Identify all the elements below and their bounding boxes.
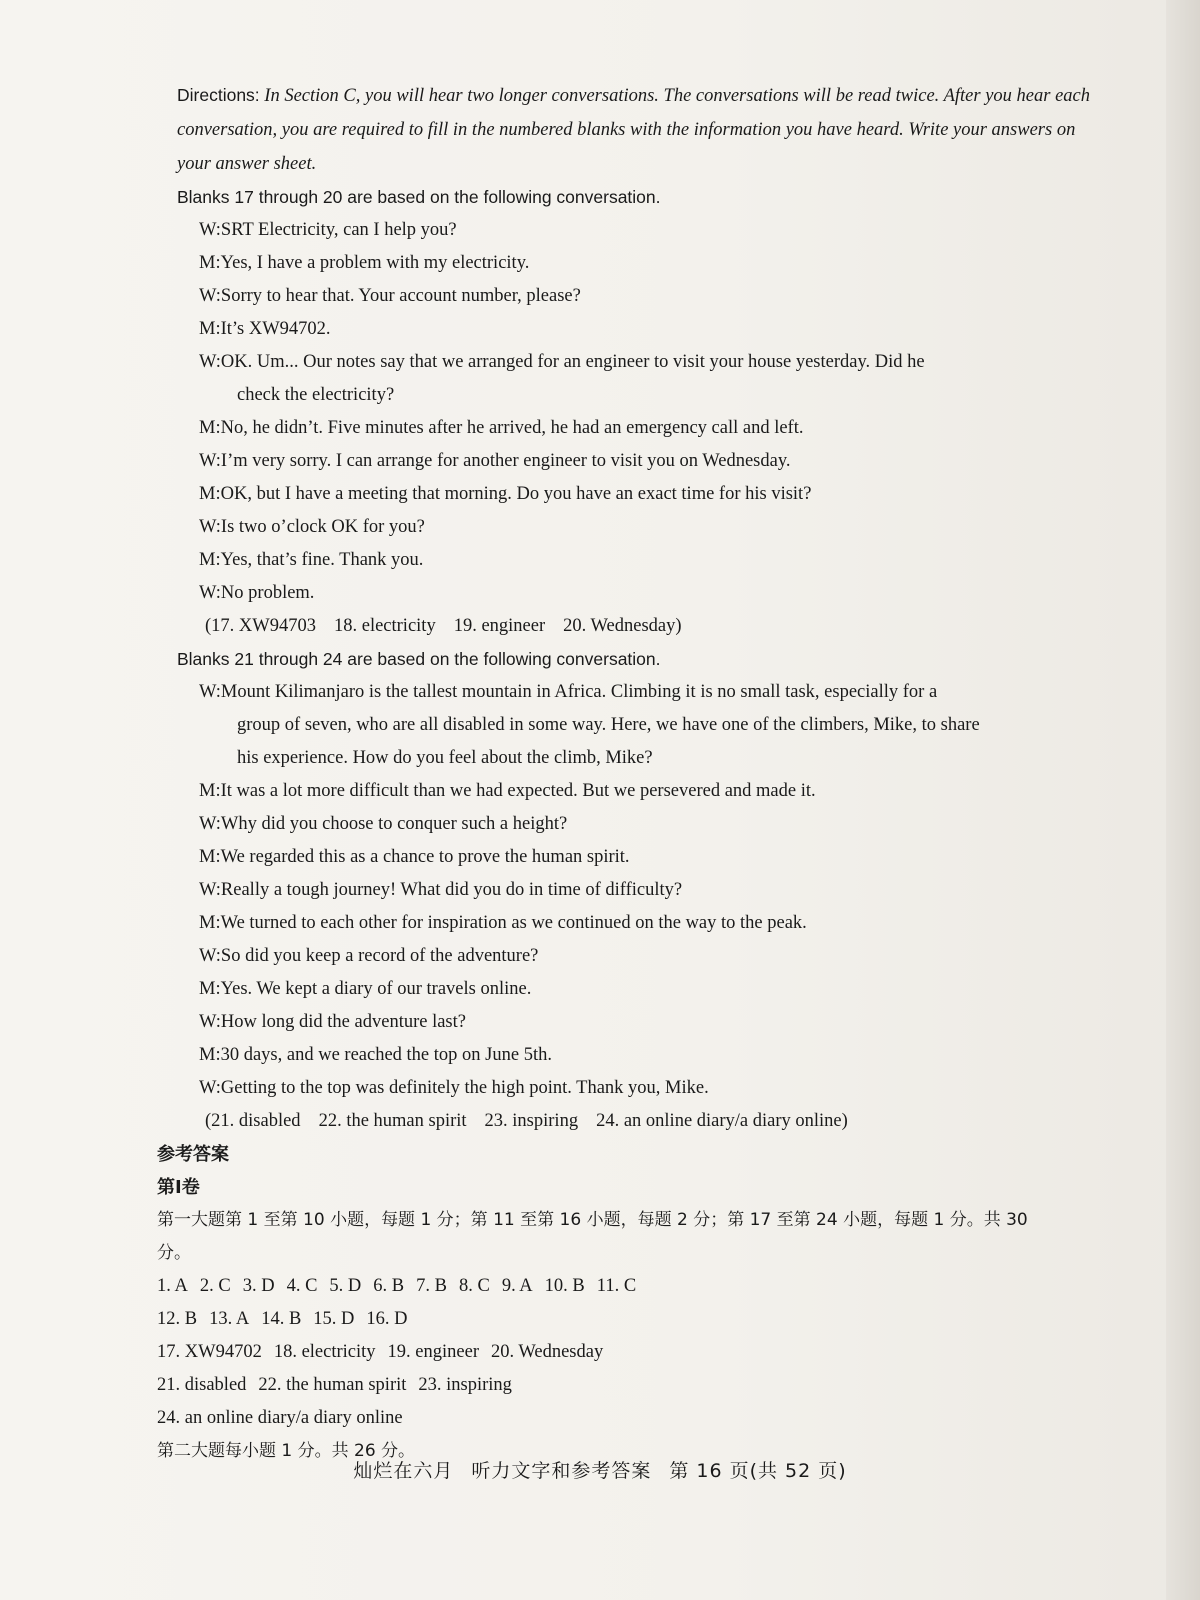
utterance: Yes. We kept a diary of our travels online. <box>220 979 532 999</box>
conv2-intro: Blanks 21 through 24 are based on the following conversation. <box>177 649 661 669</box>
conv2-line <box>177 940 1107 973</box>
utterance: We regarded this as a chance to prove the human spirit. <box>220 847 630 867</box>
answer-23: 23. inspiring <box>484 1111 579 1131</box>
footer-section: 听力文字和参考答案 <box>471 1460 652 1482</box>
speaker-label: W: <box>199 451 221 471</box>
speaker-label: W: <box>199 286 221 306</box>
key-answer: 10. B <box>544 1276 585 1296</box>
scoring-note-1-cont: 分。 <box>157 1243 191 1263</box>
conv2-line <box>177 808 1107 841</box>
utterance: So did you keep a record of the adventure? <box>220 946 539 966</box>
utterance: It’s XW94702. <box>220 319 331 339</box>
speaker-label: W: <box>199 946 221 966</box>
utterance: It was a lot more difficult than we had expected. But we persevered and made it. <box>220 781 816 801</box>
scoring-note-1: 第一大题第 1 至第 10 小题，每题 1 分；第 11 至第 16 小题，每题 2 分；第 17 至第 24 小题，每题 1 分。共 30 <box>157 1210 1028 1230</box>
answer-row-5 <box>157 1402 1107 1435</box>
utterance: Mount Kilimanjaro is the tallest mountain in Africa. Climbing it is no small task, especially for a <box>220 682 938 702</box>
conv1-line <box>177 346 1107 379</box>
key-answer: 5. D <box>329 1276 362 1296</box>
speaker-label: W: <box>199 352 221 372</box>
utterance: Why did you choose to conquer such a height? <box>220 814 568 834</box>
key-answer: 9. A <box>501 1276 533 1296</box>
utterance: Is two o’clock OK for you? <box>220 517 425 537</box>
conv2-line <box>177 775 1107 808</box>
speaker-label: W: <box>199 1012 221 1032</box>
speaker-label: M: <box>199 484 221 504</box>
answer-22: 22. the human spirit <box>318 1111 467 1131</box>
speaker-label: W: <box>199 682 221 702</box>
speaker-label: M: <box>199 847 221 867</box>
speaker-label: M: <box>199 253 221 273</box>
answer-row-4 <box>157 1369 1107 1402</box>
directions-label: Directions: <box>177 85 260 105</box>
answer-17: (17. XW94703 <box>205 616 316 636</box>
speaker-label: W: <box>199 814 221 834</box>
answer-20: 20. Wednesday) <box>563 616 682 636</box>
conv2-line <box>177 841 1107 874</box>
utterance: I’m very sorry. I can arrange for another engineer to visit you on Wednesday. <box>220 451 791 471</box>
utterance: How long did the adventure last? <box>220 1012 466 1032</box>
answer-row-3 <box>157 1336 1107 1369</box>
key-answer: 20. Wednesday <box>490 1342 604 1362</box>
utterance: Yes, that’s fine. Thank you. <box>220 550 424 570</box>
answer-21: (21. disabled <box>205 1111 301 1131</box>
utterance: Really a tough journey! What did you do in time of difficulty? <box>220 880 683 900</box>
conv1-answers <box>177 610 1107 643</box>
key-answer: 21. disabled <box>157 1375 247 1395</box>
key-answer: 11. C <box>596 1276 637 1296</box>
utterance: No, he didn’t. Five minutes after he arrived, he had an emergency call and left. <box>220 418 804 438</box>
conv1-line <box>177 544 1107 577</box>
speaker-label: W: <box>199 220 221 240</box>
answer-19: 19. engineer <box>453 616 546 636</box>
key-answer: 2. C <box>199 1276 231 1296</box>
key-answer: 22. the human spirit <box>258 1375 407 1395</box>
utterance: Getting to the top was definitely the high point. Thank you, Mike. <box>220 1078 709 1098</box>
speaker-label: M: <box>199 1045 221 1065</box>
page-edge-shadow <box>1166 0 1200 1600</box>
conv1-intro: Blanks 17 through 20 are based on the following conversation. <box>177 187 661 207</box>
answer-key-title: 参考答案 <box>157 1144 229 1165</box>
speaker-label: M: <box>199 979 221 999</box>
answer-24: 24. an online diary/a diary online) <box>596 1111 848 1131</box>
conv2-line-continuation: his experience. How do you feel about the climb, Mike? <box>237 748 653 768</box>
speaker-label: M: <box>199 418 221 438</box>
directions-paragraph <box>177 78 1107 181</box>
utterance: No problem. <box>220 583 315 603</box>
speaker-label: W: <box>199 880 221 900</box>
footer-page-number: 第 16 页(共 52 页) <box>669 1460 847 1482</box>
speaker-label: W: <box>199 517 221 537</box>
conv1-line <box>177 280 1107 313</box>
key-answer: 18. electricity <box>273 1342 376 1362</box>
utterance: We turned to each other for inspiration as we continued on the way to the peak. <box>220 913 807 933</box>
utterance: OK. Um... Our notes say that we arranged for an engineer to visit your house yesterday. Did he <box>220 352 925 372</box>
utterance: SRT Electricity, can I help you? <box>220 220 457 240</box>
conv2-line <box>177 676 1107 709</box>
key-answer: 16. D <box>366 1309 408 1329</box>
key-answer: 24. an online diary/a diary online <box>157 1408 403 1428</box>
conv1-line <box>177 445 1107 478</box>
conv2-line <box>177 907 1107 940</box>
key-answer: 14. B <box>261 1309 302 1329</box>
conv2-answers <box>177 1105 1107 1138</box>
conv2-line <box>177 1006 1107 1039</box>
conv2-line-continuation: group of seven, who are all disabled in some way. Here, we have one of the climbers, Mike, to share <box>237 715 980 735</box>
page-footer <box>0 1456 1200 1483</box>
key-answer: 1. A <box>157 1276 188 1296</box>
speaker-label: W: <box>199 583 221 603</box>
speaker-label: M: <box>199 550 221 570</box>
speaker-label: M: <box>199 913 221 933</box>
answer-row-2 <box>157 1303 1107 1336</box>
speaker-label: W: <box>199 1078 221 1098</box>
answer-row-1 <box>157 1270 1107 1303</box>
page-content <box>157 78 1107 1468</box>
key-answer: 4. C <box>286 1276 318 1296</box>
speaker-label: M: <box>199 781 221 801</box>
answer-key-part: 第Ⅰ卷 <box>157 1177 200 1198</box>
key-answer: 13. A <box>209 1309 250 1329</box>
conv1-line <box>177 511 1107 544</box>
key-answer: 6. B <box>373 1276 405 1296</box>
conv1-line <box>177 412 1107 445</box>
utterance: 30 days, and we reached the top on June 5th. <box>220 1045 552 1065</box>
key-answer: 15. D <box>313 1309 355 1329</box>
directions-text: In Section C, you will hear two longer conversations. The conversations will be read twice. After you hear each conversation, you are required to fill in the numbered blanks with the information you have heard. Write your answers on your answer sheet. <box>177 86 1090 174</box>
key-answer: 17. XW94702 <box>157 1342 262 1362</box>
conv1-line <box>177 577 1107 610</box>
conv2-line <box>177 1072 1107 1105</box>
conv1-line <box>177 214 1107 247</box>
key-answer: 12. B <box>157 1309 198 1329</box>
key-answer: 3. D <box>242 1276 275 1296</box>
utterance: Sorry to hear that. Your account number, please? <box>220 286 581 306</box>
key-answer: 8. C <box>458 1276 490 1296</box>
conv1-line <box>177 247 1107 280</box>
key-answer: 19. engineer <box>387 1342 479 1362</box>
answer-18: 18. electricity <box>333 616 436 636</box>
conv1-line-continuation: check the electricity? <box>237 385 395 405</box>
scoring-note-2: 第二大题每小题 1 分。共 26 分。 <box>157 1441 416 1461</box>
conv2-line <box>177 1039 1107 1072</box>
conv1-line <box>177 313 1107 346</box>
footer-book-title: 灿烂在六月 <box>353 1460 454 1482</box>
utterance: Yes, I have a problem with my electricity. <box>220 253 530 273</box>
conv2-line <box>177 874 1107 907</box>
conv1-line <box>177 478 1107 511</box>
utterance: OK, but I have a meeting that morning. Do you have an exact time for his visit? <box>220 484 812 504</box>
key-answer: 23. inspiring <box>418 1375 512 1395</box>
conv2-line <box>177 973 1107 1006</box>
speaker-label: M: <box>199 319 221 339</box>
key-answer: 7. B <box>416 1276 447 1296</box>
